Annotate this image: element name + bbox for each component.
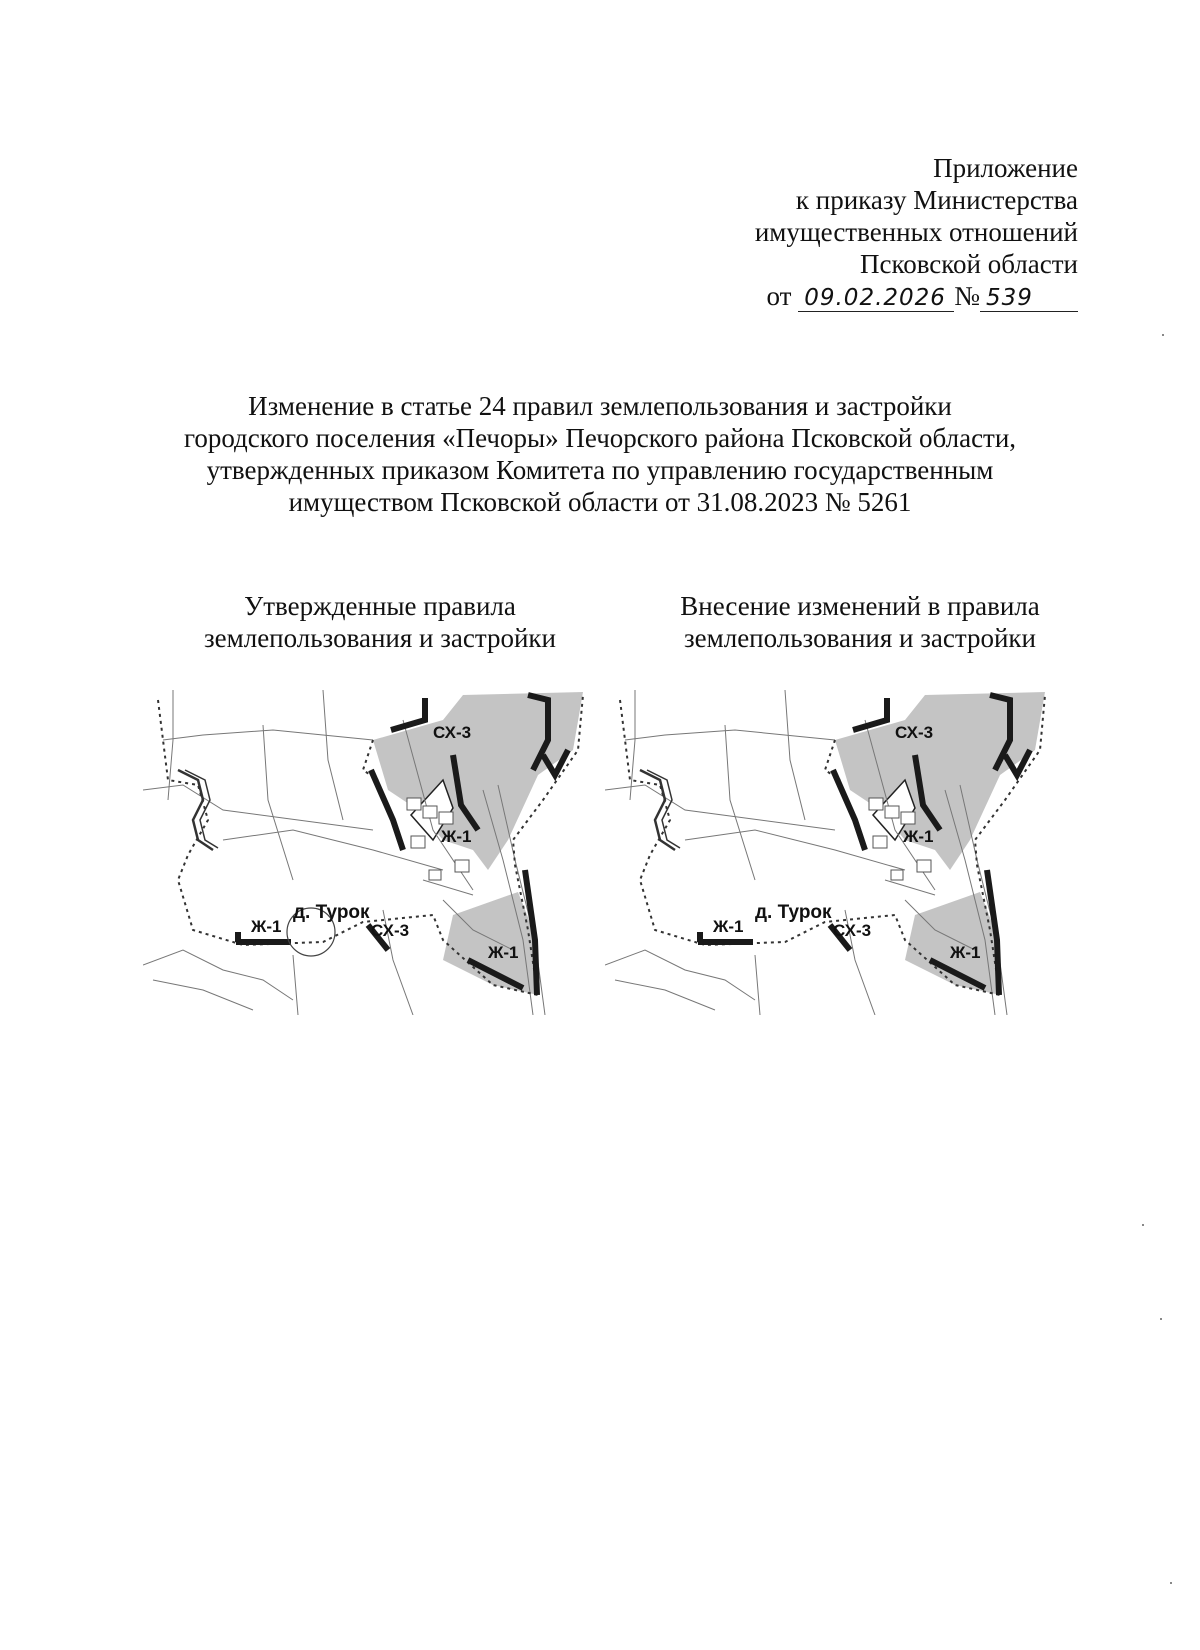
number-label: № (954, 281, 980, 311)
title-line-2: городского поселения «Печоры» Печорского района Псковской области, (183, 423, 1017, 453)
title-line-4: имуществом Псковской области от 31.08.2023 № 5261 (288, 487, 912, 517)
caption-approved (160, 590, 600, 654)
label-sx3-bottom: СХ-3 (833, 921, 872, 940)
caption-changes-line-2: землепользования и застройки (683, 623, 1036, 653)
label-zh1-right: Ж-1 (950, 943, 981, 962)
caption-changes (640, 590, 1080, 654)
scan-speck (1160, 1318, 1162, 1320)
label-zh1-center: Ж-1 (441, 827, 472, 846)
title-line-3: утвержденных приказом Комитета по управлению государственным (206, 455, 994, 485)
appendix-header (755, 152, 1078, 312)
from-label: от (766, 281, 792, 311)
order-number: 539 (980, 285, 1078, 312)
document-title (0, 390, 1200, 518)
scan-speck (1162, 334, 1164, 336)
label-sx3-top: СХ-3 (433, 723, 472, 742)
label-zh1-right: Ж-1 (488, 943, 519, 962)
label-sx3-top: СХ-3 (895, 723, 934, 742)
label-zh1-left: Ж-1 (713, 917, 744, 936)
label-sx3-bottom: СХ-3 (371, 921, 410, 940)
label-zh1-center: Ж-1 (903, 827, 934, 846)
scan-speck (1170, 1582, 1172, 1584)
appendix-line-4: Псковской области (859, 249, 1078, 279)
appendix-line-1: Приложение (933, 153, 1078, 183)
order-date: 09.02.2026 (798, 285, 954, 312)
caption-changes-line-1: Внесение изменений в правила (680, 591, 1040, 621)
map-changes-svg (605, 680, 1075, 1015)
title-line-1: Изменение в статье 24 правил землепользования и застройки (248, 391, 952, 421)
caption-approved-line-2: землепользования и застройки (203, 623, 556, 653)
appendix-line-2: к приказу Министерства (795, 185, 1078, 215)
scan-speck (1142, 1224, 1144, 1226)
map-changes (605, 680, 1075, 1015)
map-approved-svg (143, 680, 613, 1015)
appendix-date-number (755, 280, 1078, 312)
map-approved (143, 680, 613, 1015)
appendix-line-3: имущественных отношений (754, 217, 1078, 247)
label-village: д. Турок (293, 902, 370, 923)
label-village: д. Турок (755, 902, 832, 923)
label-zh1-left: Ж-1 (251, 917, 282, 936)
caption-approved-line-1: Утвержденные правила (244, 591, 516, 621)
